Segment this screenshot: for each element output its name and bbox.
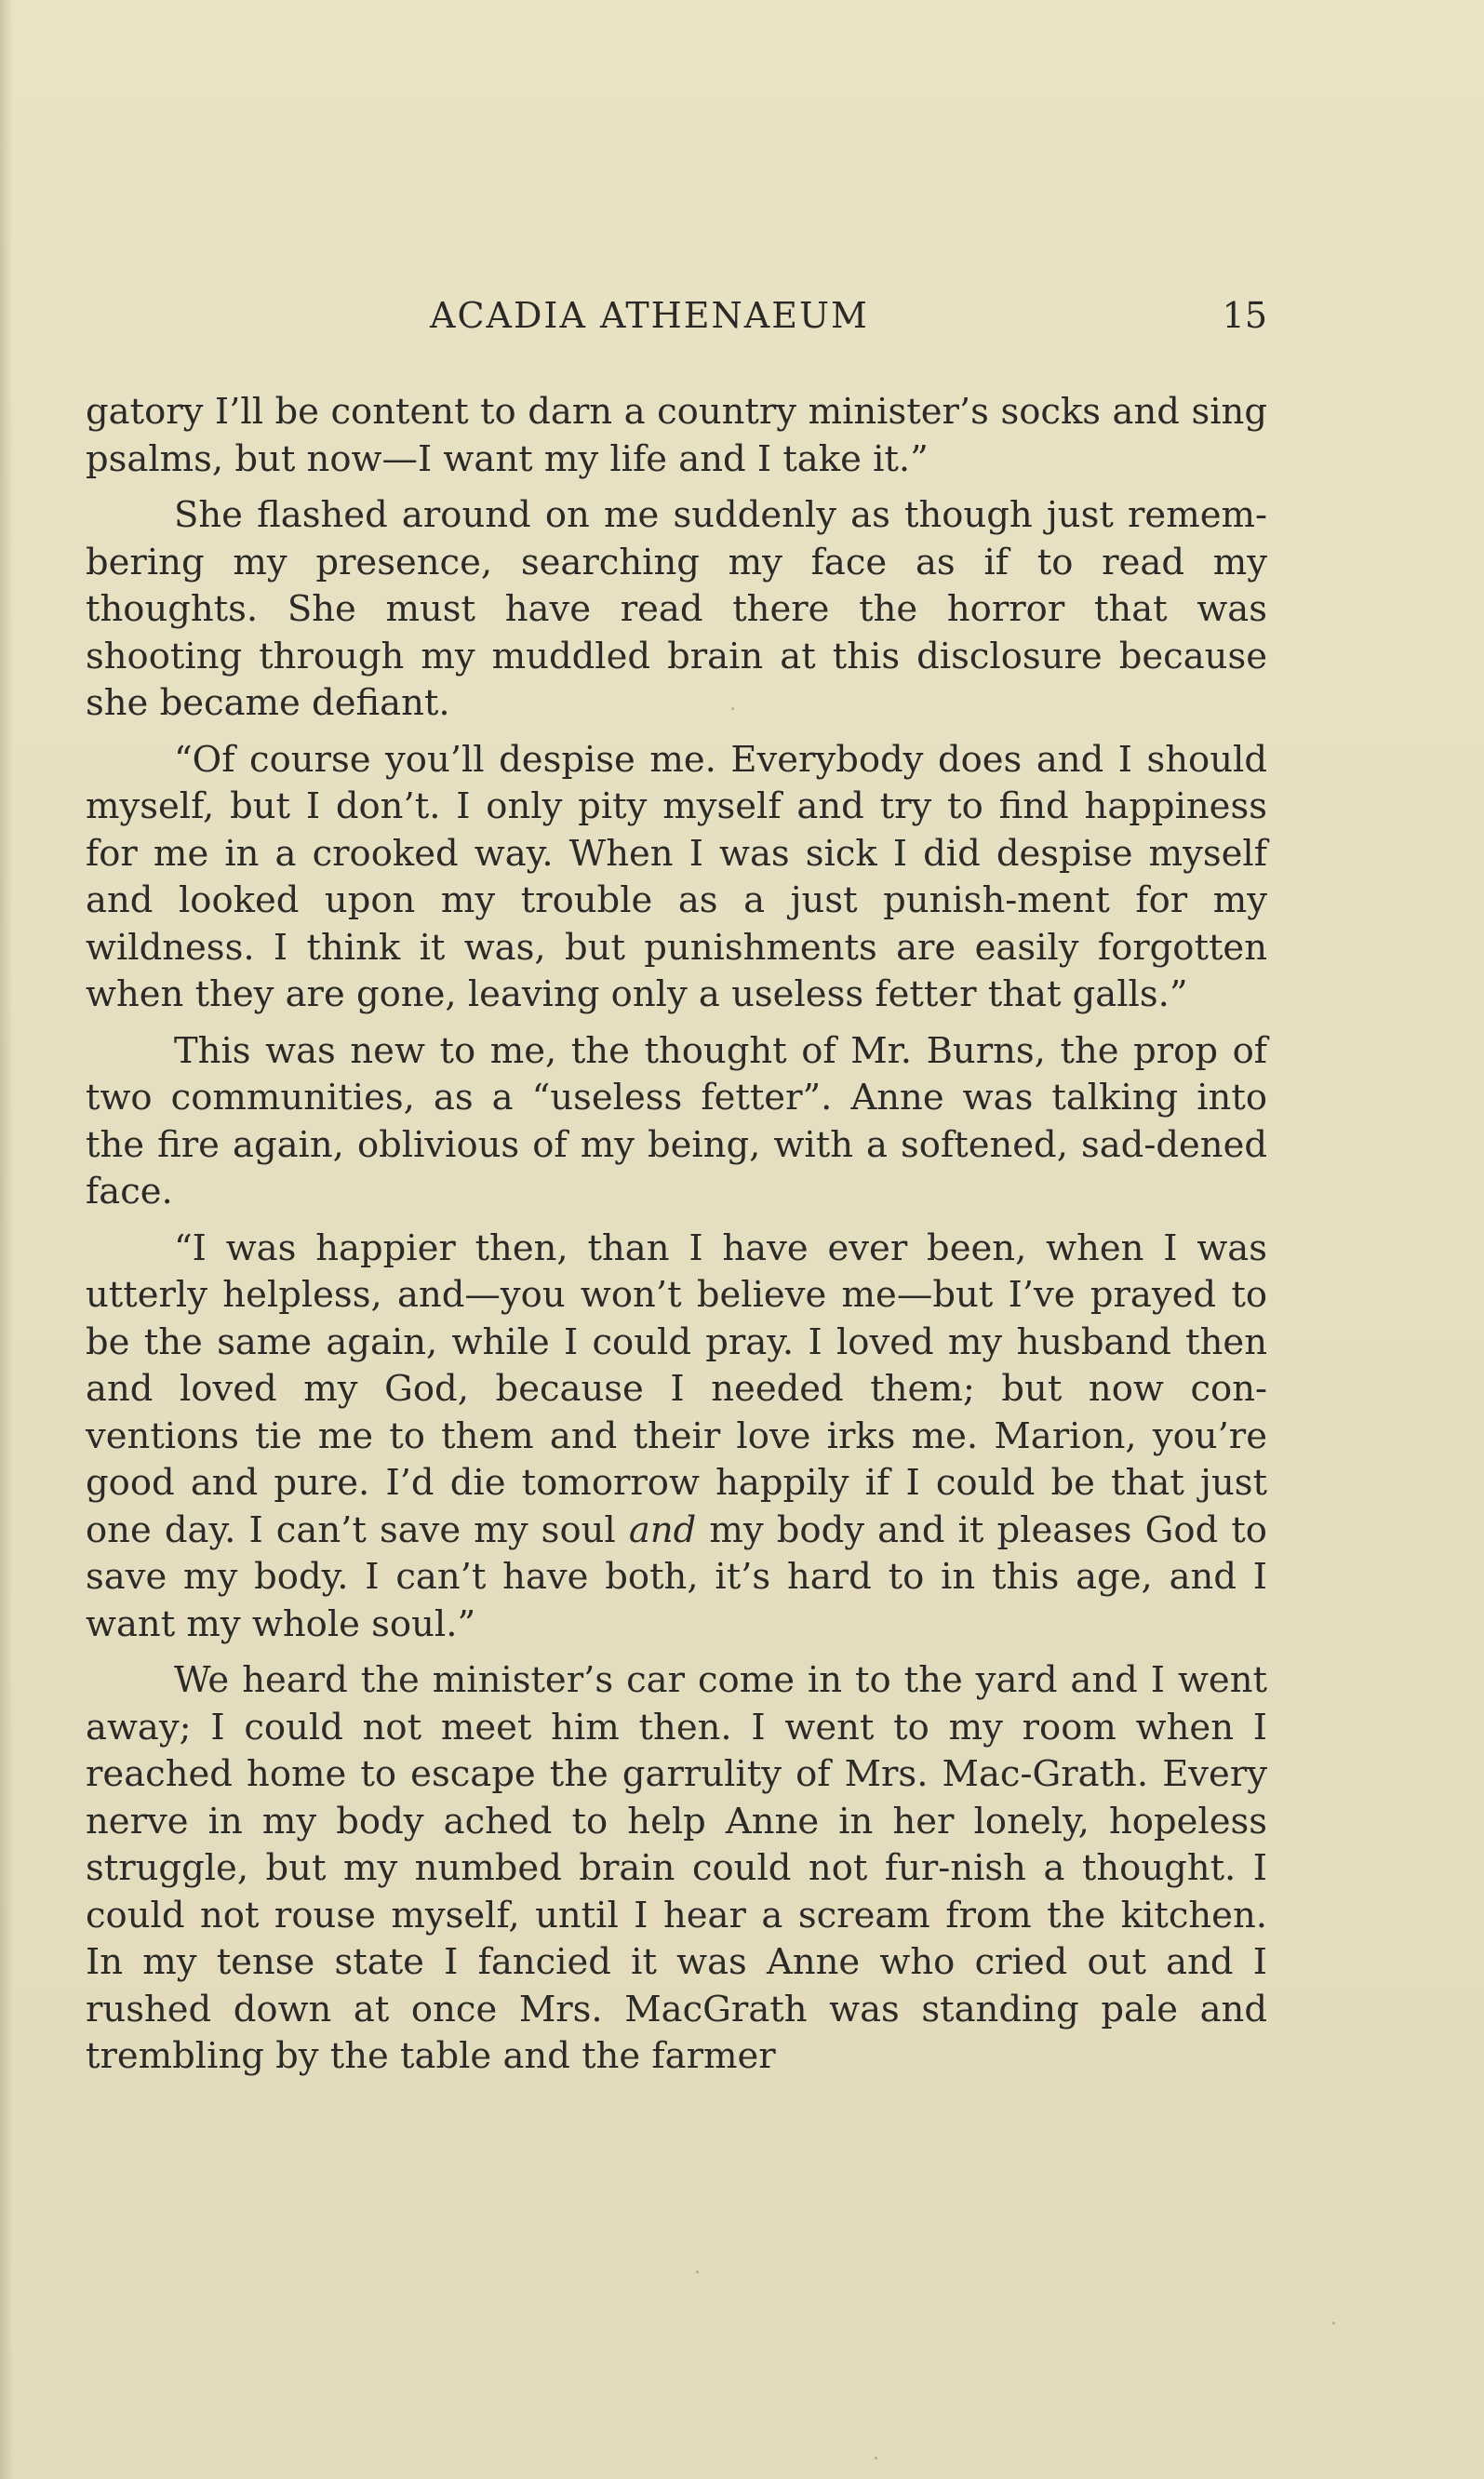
paragraph-6: We heard the minister’s car come in to the yard and I went away; I could not meet him then. I went to my room when I reached home to escape the garrulity of Mrs. Mac-Grath. Every nerve in my body ached to help Anne in her lonely, hopeless struggle, but my numbed brain could not fur-nish a thought. I could not rouse myself, until I hear a scream from the kitchen. In my tense state I fancied it was Anne who cried out and I rushed down at once Mrs. MacGrath was standing pale and trembling by the table and the farmer [86,1659,1267,2077]
running-title: ACADIA ATHENAEUM [430,295,869,336]
paragraph-5-part-1: “I was happier then, than I have ever been, when I was utterly helpless, and—you won’t believe me—but I’ve prayed to be the same again, while I could pray. I loved my husband then and loved my God, because I needed them; but now con-ventions tie me to them and their love irks me. Marion, you’re good and pure. I’d die tomorrow happily if I could be that just one day. I can’t save my soul [86,1226,1267,1551]
paragraph-5-part-2: my body and it pleases God to save my body. I can’t have both, it’s hard to in this age, and I want my whole soul.” [86,1508,1267,1645]
paragraph-5-emphasis: and [628,1508,697,1551]
paper-speck [731,707,734,710]
paragraph-3: “Of course you’ll despise me. Everybody does and I should myself, but I don’t. I only pity myself and try to find happiness for me in a crooked way. When I was sick I did despise myself and looked upon my trouble as a just punish-ment for my wildness. I think it was, but punishments are easily forgotten when they are gone, leaving only a useless fetter that galls.” [86,738,1267,1015]
body-text [86,389,1267,2090]
paragraph-4: This was new to me, the thought of Mr. Burns, the prop of two communities, as a “useless fetter”. Anne was talking into the fire again, oblivious of my being, with a softened, sad-dened face. [86,1029,1267,1213]
page-number: 15 [1222,295,1267,336]
paper-speck [696,2271,699,2273]
running-head [86,295,1267,347]
paper-speck [875,2457,877,2459]
paragraph-5 [86,1226,1267,1649]
paragraph-2: She flashed around on me suddenly as though just remem-bering my presence, searching my face as if to read my thoughts. She must have read there the horror that was shooting through my muddled brain at this disclosure because she became defiant. [86,494,1267,724]
paper-speck [1332,2322,1335,2325]
paragraph-1: gatory I’ll be content to darn a country minister’s socks and sing psalms, but now—I want my life and I take it.” [86,391,1267,480]
